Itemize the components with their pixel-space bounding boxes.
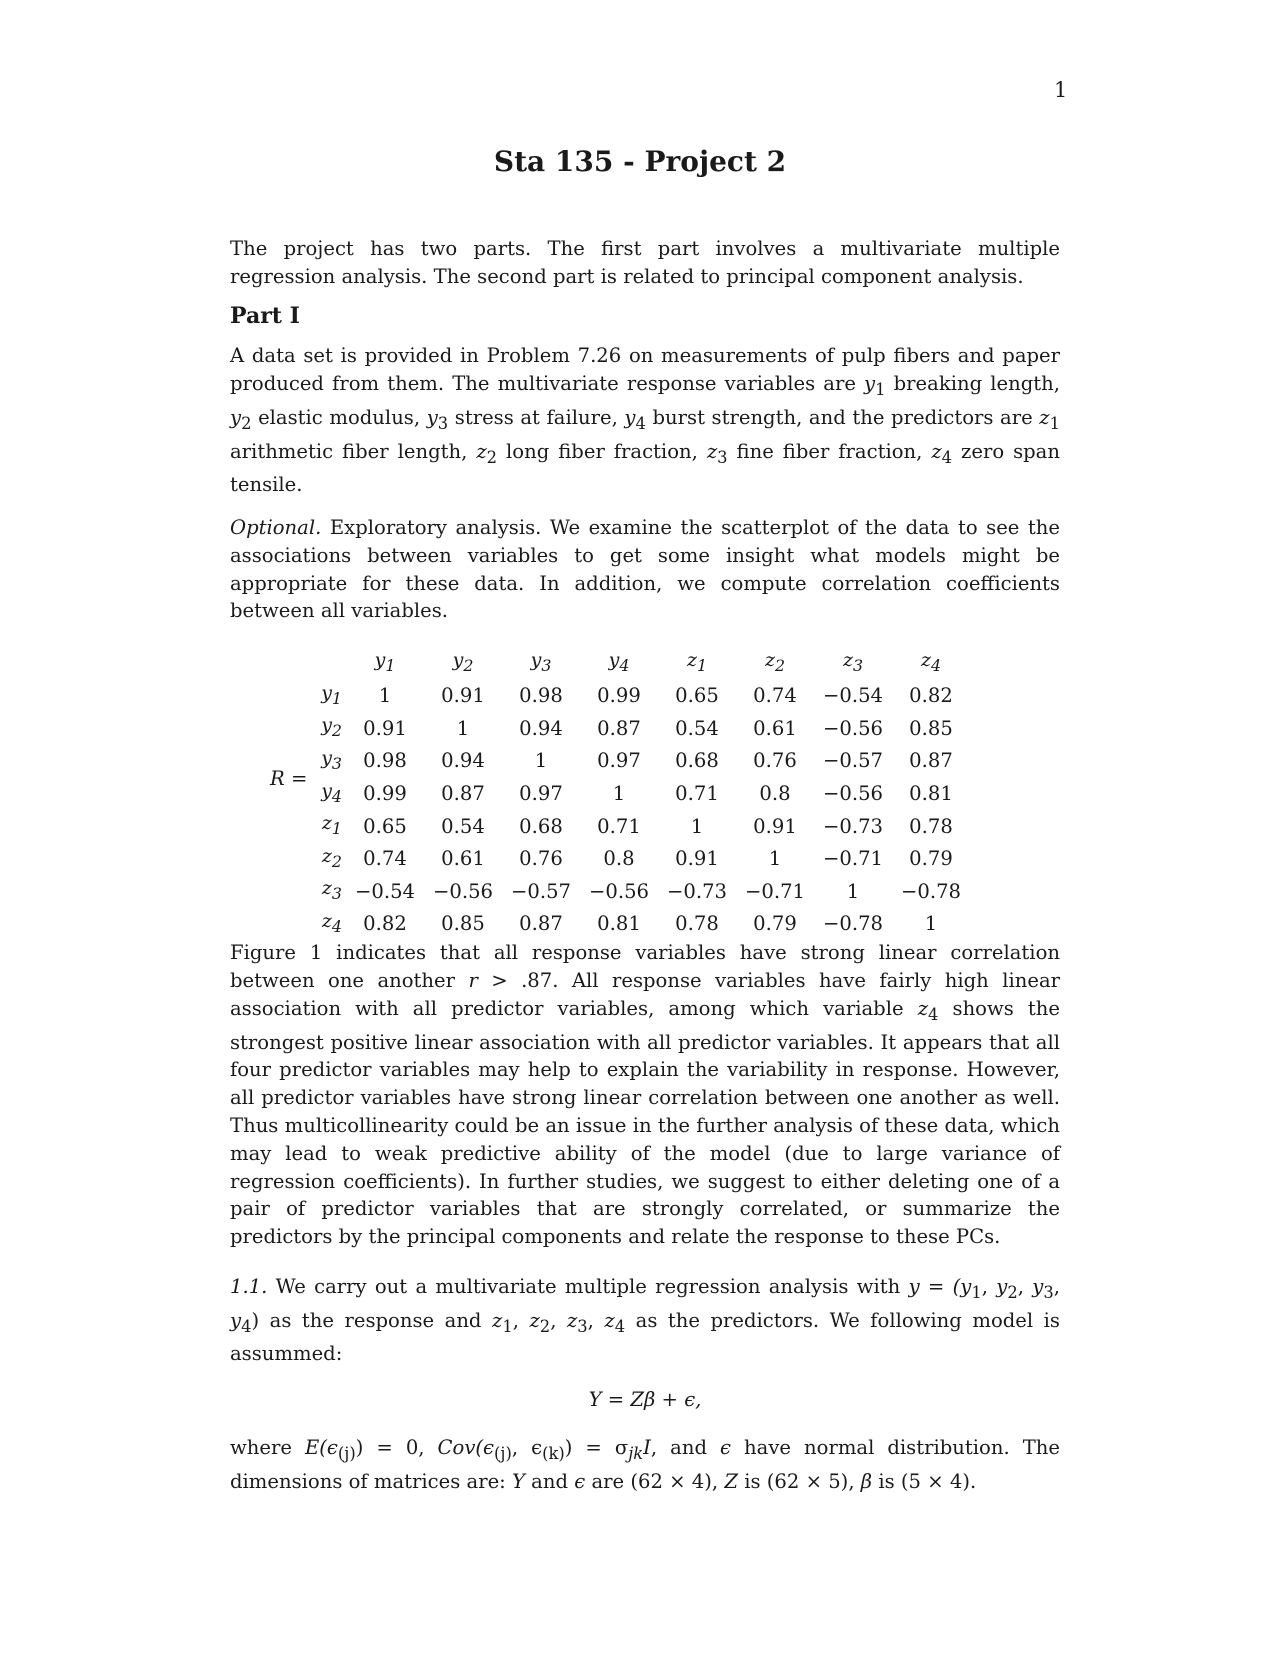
matrix-cell: 0.76	[519, 847, 563, 871]
part1-heading: Part I	[230, 302, 300, 329]
row-header-y2: $y_2$	[321, 714, 342, 741]
correlation-matrix	[230, 647, 1060, 936]
table-row	[312, 810, 970, 843]
matrix-cell: −0.57	[510, 879, 572, 903]
matrix-cell: 0.91	[363, 716, 407, 740]
matrix-cell: 1	[924, 912, 938, 936]
col-header-z3: $z_3$	[842, 649, 864, 676]
matrix-cell: 1	[378, 684, 392, 708]
matrix-cell: 0.54	[441, 814, 485, 838]
matrix-cell: 0.94	[519, 716, 563, 740]
matrix-cell: 1	[846, 879, 860, 903]
table-row	[312, 745, 970, 778]
row-header-z1: $z_1$	[321, 812, 342, 839]
matrix-cell: 0.98	[519, 684, 563, 708]
matrix-cell: 0.79	[909, 847, 953, 871]
matrix-cell: −0.54	[822, 684, 884, 708]
matrix-cell: −0.56	[822, 716, 884, 740]
col-header-y2: $y_2$	[452, 649, 474, 676]
matrix-cell: 1	[534, 749, 548, 773]
matrix-cell: 0.71	[675, 782, 719, 806]
row-header-z2: $z_2$	[321, 844, 342, 871]
matrix-label: R =	[270, 767, 308, 791]
row-header-z4: $z_4$	[321, 910, 342, 936]
matrix-cell: 0.87	[909, 749, 953, 773]
matrix-cell: 0.99	[363, 782, 407, 806]
col-header-y3: $y_3$	[530, 649, 552, 676]
matrix-cell: 0.85	[441, 912, 485, 936]
table-row	[312, 712, 970, 745]
table-row	[312, 843, 970, 876]
row-header-y3: $y_3$	[321, 747, 342, 773]
matrix-cell: 0.78	[909, 814, 953, 838]
where-paragraph: where $E(\epsilon_{(j)}) = 0$, $Cov(\epsilon_{(j)}$, $\epsilon_{(k)}) = \sigma_{jk}I$, and ϵ have normal distribution. The dimensions of matrices are: Y and ϵ are (62 × 4), Z is (62 × 5), β is (5 × 4).	[230, 1435, 1060, 1493]
matrix-cell: 0.85	[909, 716, 953, 740]
matrix-cell: 0.76	[753, 749, 797, 773]
matrix-cell: 0.68	[675, 749, 719, 773]
matrix-cell: 0.74	[363, 847, 407, 871]
matrix-cell: −0.57	[822, 749, 884, 773]
matrix-cell: 1	[456, 716, 470, 740]
matrix-cell: 0.87	[519, 912, 563, 936]
matrix-cell: 1	[612, 782, 626, 806]
matrix-cell: 0.91	[675, 847, 719, 871]
model-equation: Y = Zβ + ϵ,	[588, 1388, 702, 1412]
matrix-cell: 0.61	[753, 716, 797, 740]
matrix-cell: 0.94	[441, 749, 485, 773]
matrix-cell: −0.71	[822, 847, 884, 871]
matrix-cell: −0.78	[822, 912, 884, 936]
matrix-cell: −0.56	[588, 879, 650, 903]
matrix-cell: 0.81	[597, 912, 641, 936]
matrix-cell: −0.73	[822, 814, 884, 838]
matrix-cell: 0.82	[909, 684, 953, 708]
intro-paragraph: The project has two parts. The first part involves a multivariate multiple regression analysis. The second part is related to principal component analysis.	[230, 237, 1060, 288]
matrix-cell: −0.73	[666, 879, 728, 903]
section-1-1-paragraph: 1.1. We carry out a multivariate multiple regression analysis with $y = (y_1$, $y_2$, $y_3$, $y_4$) as the response and $z_1$, $z_2$, $z_3$, $z_4$ as the predictors. We following model is assummed:	[230, 1274, 1060, 1366]
matrix-cell: 0.91	[753, 814, 797, 838]
col-header-y4: $y_4$	[608, 649, 630, 676]
matrix-cell: 1	[768, 847, 782, 871]
col-header-z2: $z_2$	[764, 649, 786, 676]
matrix-cell: 0.71	[597, 814, 641, 838]
matrix-cell: 0.99	[597, 684, 641, 708]
data-paragraph: A data set is provided in Problem 7.26 on measurements of pulp fibers and paper produced from them. The multivariate response variables are $y_1$ breaking length, $y_2$ elastic modulus, $y_3$ stress at failure, $y_4$ burst strength, and the predictors are $z_1$ arithmetic fiber length, $z_2$ long fiber fraction, $z_3$ fine fiber fraction, $z_4$ zero span tensile.	[230, 344, 1061, 497]
matrix-cell: 0.82	[363, 912, 407, 936]
matrix-cell: −0.56	[432, 879, 494, 903]
col-header-z4: $z_4$	[920, 649, 942, 676]
table-row	[312, 908, 970, 941]
col-header-z1: $z_1$	[686, 649, 708, 676]
col-header-y1: $y_1$	[374, 649, 396, 676]
matrix-cell: 0.54	[675, 716, 719, 740]
matrix-cell: 0.97	[597, 749, 641, 773]
matrix-cell: 0.74	[753, 684, 797, 708]
matrix-cell: 0.91	[441, 684, 485, 708]
matrix-cell: 0.61	[441, 847, 485, 871]
matrix-cell: 0.65	[675, 684, 719, 708]
matrix-cell: 0.8	[759, 782, 791, 806]
table-row	[312, 875, 970, 908]
figure-paragraph: Figure 1 indicates that all response variables have strong linear correlation between one another r > .87. All response variables have fairly high linear association with all predictor variables, among which variable $z_4$ shows the strongest positive linear association with all predictor variables. It appears that all four predictor variables may help to explain the variability in response. However, all predictor variables have strong linear correlation between one another as well. Thus multicollinearity could be an issue in the further analysis of these data, which may lead to weak predictive ability of the model (due to large variance of regression coefficients). In further studies, we suggest to either deleting one of a pair of predictor variables that are strongly correlated, or summarize the predictors by the principal components and relate the response to these PCs.	[230, 941, 1061, 1249]
matrix-cell: 0.79	[753, 912, 797, 936]
matrix-cell: 0.65	[363, 814, 407, 838]
optional-paragraph: Optional. Exploratory analysis. We examine the scatterplot of the data to see the associations between variables to get some insight what models might be appropriate for these data. In addition, we compute correlation coefficients between all variables.	[230, 516, 1060, 623]
row-header-y4: $y_4$	[321, 779, 342, 806]
document-body	[230, 235, 1060, 1495]
matrix-cell: −0.56	[822, 782, 884, 806]
matrix-cell: 0.8	[603, 847, 635, 871]
matrix-cell: 0.68	[519, 814, 563, 838]
matrix-cell: 0.87	[441, 782, 485, 806]
matrix-cell: 0.98	[363, 749, 407, 773]
page-title: Sta 135 - Project 2	[493, 145, 787, 178]
page-number: 1	[1054, 78, 1068, 102]
correlation-table	[312, 647, 970, 940]
matrix-cell: 0.87	[597, 716, 641, 740]
table-row	[312, 778, 970, 811]
matrix-cell: −0.54	[354, 879, 416, 903]
matrix-cell: −0.71	[744, 879, 806, 903]
matrix-cell: 1	[690, 814, 704, 838]
matrix-cell: −0.78	[900, 879, 962, 903]
table-row	[312, 680, 970, 713]
matrix-cell: 0.78	[675, 912, 719, 936]
row-header-y1: $y_1$	[321, 681, 342, 708]
matrix-cell: 0.81	[909, 782, 953, 806]
matrix-cell: 0.97	[519, 782, 563, 806]
row-header-z3: $z_3$	[321, 877, 342, 904]
